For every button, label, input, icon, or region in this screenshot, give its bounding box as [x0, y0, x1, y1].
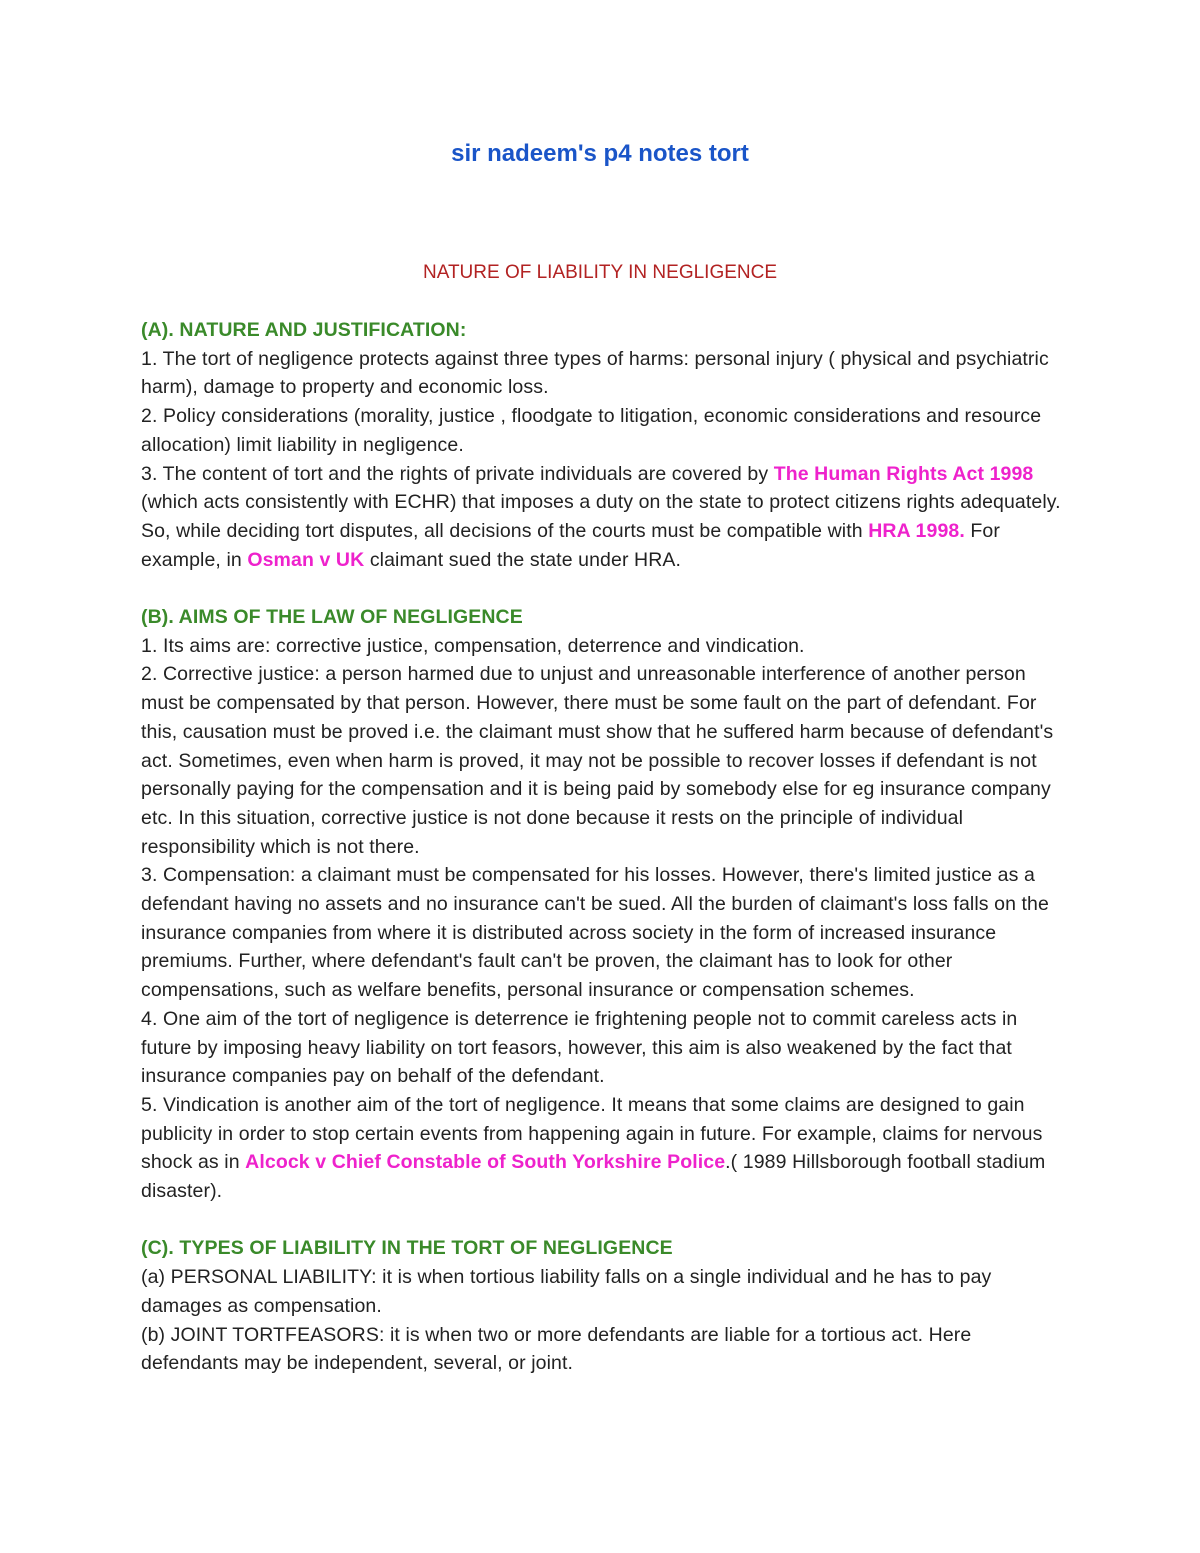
section-b-point-2: 2. Corrective justice: a person harmed due to unjust and unreasonable interference of another person must be compensated by that person. However, there must be some fault on the part of defendant. For this, causation must be proved i.e. the claimant must show that he suffered harm because of defendant's act. Sometimes, even when harm is proved, it may not be possible to recover losses if defendant is not personally paying for the compensation and it is being paid by somebody else for eg insurance company etc. In this situation, corrective justice is not done because it rests on the principle of individual responsibility which is not there.: [141, 663, 1054, 858]
section-b-point-4: 4. One aim of the tort of negligence is deterrence ie frightening people not to commit careless acts in future by imposing heavy liability on tort feasors, however, this aim is also weakened by the fact that insurance companies pay on behalf of the defendant.: [141, 1007, 1018, 1088]
text-run: claimant sued the state under HRA.: [364, 548, 682, 571]
section-b-point-3: 3. Compensation: a claimant must be compensated for his losses. However, there's limited justice as a defendant having no assets and no insurance can't be sued. All the burden of claimant's loss falls on the insurance companies from where it is distributed across society in the form of increased insurance premiums. Further, where defendant's fault can't be proven, the claimant has to look for other compensations, such as welfare benefits, personal insurance or compensation schemes.: [141, 864, 1049, 1002]
section-a-heading: (A). NATURE AND JUSTIFICATION:: [141, 319, 467, 341]
section-c-item-a: (a) PERSONAL LIABILITY: it is when tortious liability falls on a single individual and he has to pay damages as compensation.: [141, 1266, 992, 1317]
section-b-heading: (B). AIMS OF THE LAW OF NEGLIGENCE: [141, 606, 523, 629]
section-c-heading: (C). TYPES OF LIABILITY IN THE TORT OF NEGLIGENCE: [141, 1237, 673, 1260]
case-reference-hra: HRA 1998.: [868, 519, 965, 542]
spacer: [141, 574, 1071, 603]
section-b-point-5: [141, 1091, 1071, 1206]
text-run: For example, in: [141, 519, 1000, 571]
case-reference-osman: Osman v UK: [247, 548, 365, 571]
case-reference-hra-act: The Human Rights Act 1998: [773, 462, 1034, 485]
text-run: 5. Vindication is another aim of the tort of negligence. It means that some claims are designed to gain publicity in order to stop certain events from happening again in future. For example, claims for nervous shock as in: [141, 1093, 1043, 1174]
document-title: sir nadeem's p4 notes tort: [451, 140, 749, 167]
section-a-point-1: 1. The tort of negligence protects against three types of harms: personal injury ( physical and psychiatric harm), damage to property and economic loss.: [141, 347, 1049, 399]
text-run: .( 1989 Hillsborough football stadium disaster).: [141, 1151, 1046, 1203]
case-reference-alcock: Alcock v Chief Constable of South Yorkshire Police: [245, 1151, 726, 1174]
document-subtitle: NATURE OF LIABILITY IN NEGLIGENCE: [422, 262, 778, 283]
text-run: (which acts consistently with ECHR) that imposes a duty on the state to protect citizens rights adequately. So, while deciding tort disputes, all decisions of the courts must be compatible with: [141, 491, 1061, 542]
text-run: 3. The content of tort and the rights of private individuals are covered by: [141, 462, 774, 485]
section-a-point-2: 2. Policy considerations (morality, justice , floodgate to litigation, economic considerations and resource allocation) limit liability in negligence.: [141, 405, 1042, 456]
document-body: [141, 316, 1071, 1378]
section-c-item-b: (b) JOINT TORTFEASORS: it is when two or more defendants are liable for a tortious act. Here defendants may be independent, several, or joint.: [141, 1323, 972, 1375]
section-a-point-3: [141, 460, 1071, 575]
section-b-point-1: 1. Its aims are: corrective justice, compensation, deterrence and vindication.: [141, 634, 805, 657]
spacer: [141, 1206, 1071, 1235]
